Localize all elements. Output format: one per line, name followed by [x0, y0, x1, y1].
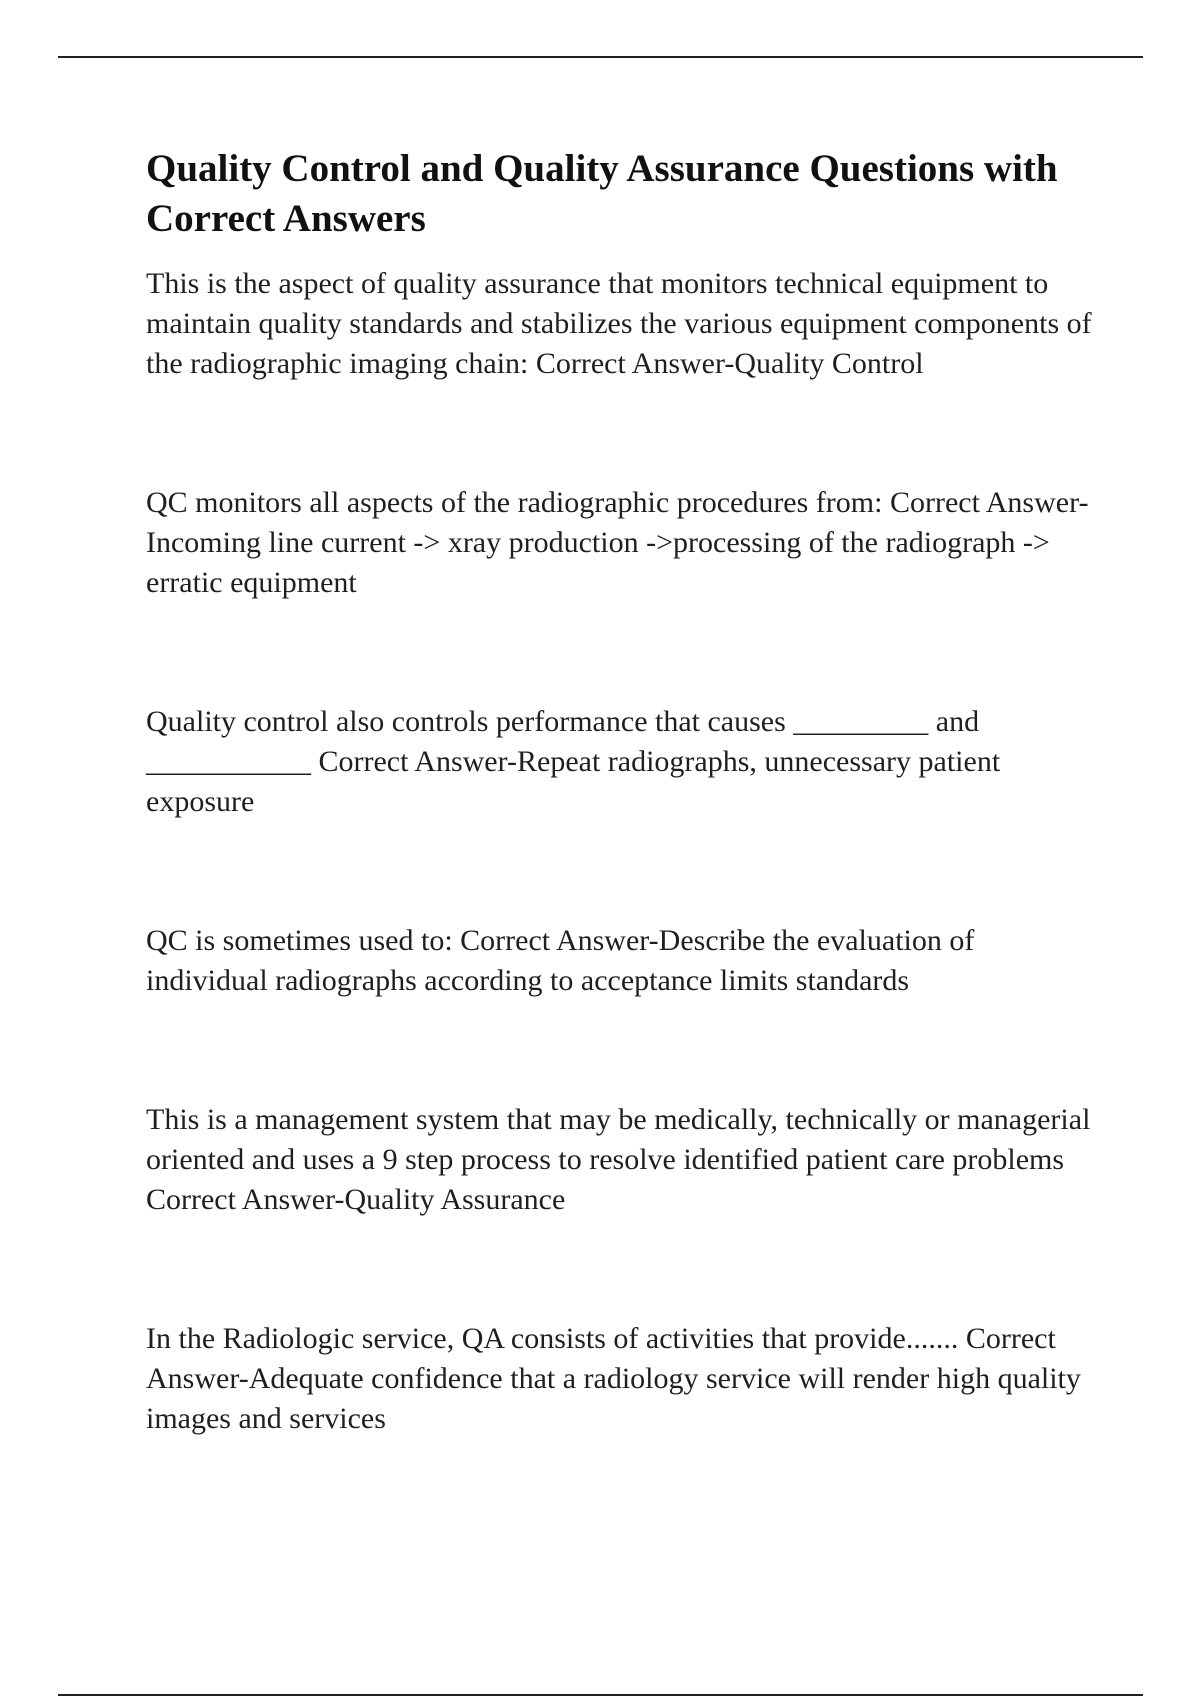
qa-item-6: In the Radiologic service, QA consists of activities that provide....... Correct Answer-Adequate confidence that a radiology service will render high quality images and services — [146, 1322, 1081, 1435]
top-rule — [58, 56, 1143, 58]
qa-item-3: Quality control also controls performance that causes _________ and ___________ Correct Answer-Repeat radiographs, unnecessary patient exposure — [146, 705, 1001, 818]
qa-item-2: QC monitors all aspects of the radiographic procedures from: Correct Answer-Incoming line current -> xray production ->processing of the radiograph -> erratic equipment — [146, 486, 1089, 599]
bottom-rule — [58, 1694, 1143, 1696]
qa-item-5: This is a management system that may be medically, technically or managerial oriented and uses a 9 step process to resolve identified patient care problems Correct Answer-Quality Assurance — [146, 1103, 1091, 1216]
document-title: Quality Control and Quality Assurance Questions with Correct Answers — [146, 147, 1058, 240]
document-body — [146, 144, 1096, 1538]
qa-item-1: This is the aspect of quality assurance that monitors technical equipment to maintain quality standards and stabilizes the various equipment components of the radiographic imaging chain: Correct Answer-Quality Control — [146, 267, 1092, 380]
qa-item-4: QC is sometimes used to: Correct Answer-Describe the evaluation of individual radiographs according to acceptance limits standards — [146, 924, 975, 997]
